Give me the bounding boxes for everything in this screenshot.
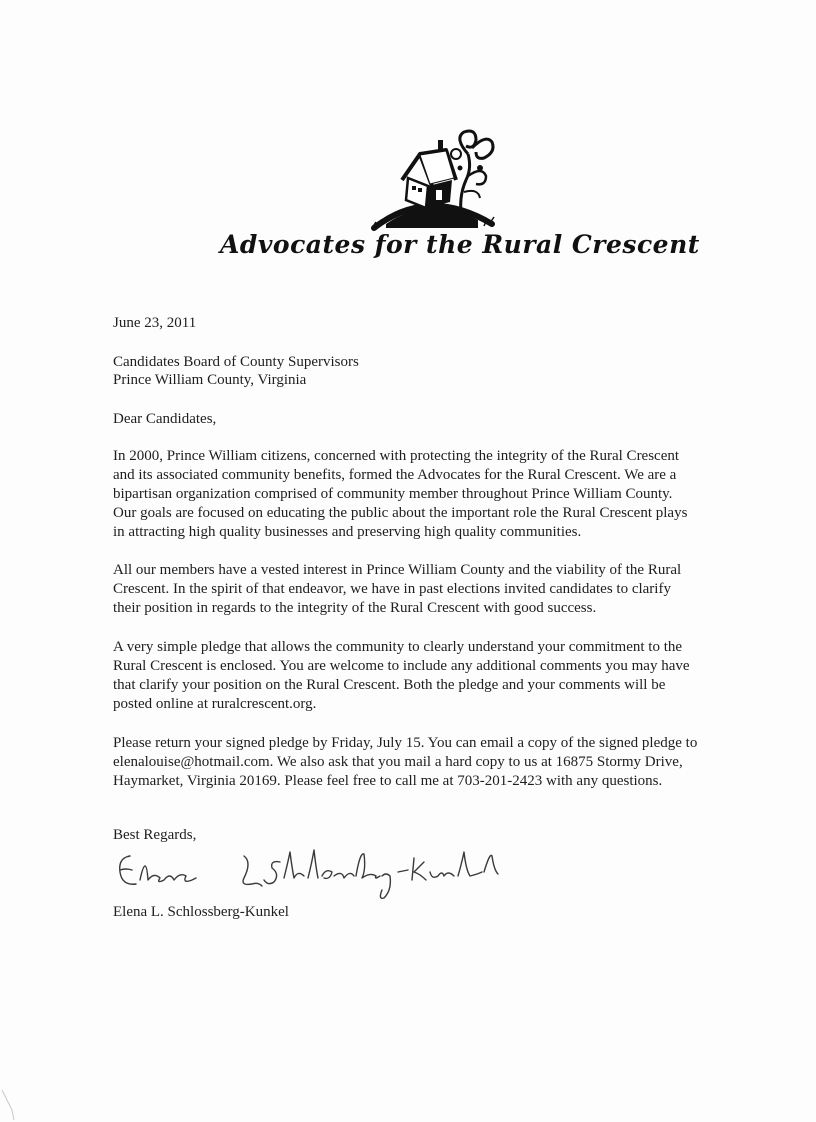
paragraph-line: A very simple pledge that allows the community to clearly understand your commitment to the bbox=[113, 639, 683, 655]
paragraph-line: and its associated community benefits, formed the Advocates for the Rural Crescent. We are a bbox=[113, 467, 677, 483]
closing: Best Regards, bbox=[113, 827, 197, 843]
paragraph-line: their position in regards to the integrity of the Rural Crescent with good success. bbox=[113, 600, 597, 616]
paragraph-line: posted online at ruralcrescent.org. bbox=[113, 696, 317, 712]
salutation: Dear Candidates, bbox=[113, 411, 217, 427]
paragraph-line: Haymarket, Virginia 20169. Please feel free to call me at 703-201-2423 with any questions. bbox=[113, 773, 663, 789]
signer-printed-name: Elena L. Schlossberg-Kunkel bbox=[113, 904, 289, 920]
handwritten-signature bbox=[112, 842, 502, 902]
organization-name: Advocates for the Rural Crescent bbox=[220, 230, 700, 259]
paragraph-line: Crescent. In the spirit of that endeavor, we have in past elections invited candidates to clarify bbox=[113, 581, 671, 597]
paragraph-line: bipartisan organization comprised of community member throughout Prince William County. bbox=[113, 486, 673, 502]
paragraph-line: Rural Crescent is enclosed. You are welcome to include any additional comments you may have bbox=[113, 658, 690, 674]
paragraph-line: elenalouise@hotmail.com. We also ask that you mail a hard copy to us at 16875 Stormy Drive, bbox=[113, 754, 683, 770]
recipient-line-2: Prince William County, Virginia bbox=[113, 372, 307, 388]
paragraph-line: in attracting high quality businesses and preserving high quality communities. bbox=[113, 524, 582, 540]
letter-date: June 23, 2011 bbox=[113, 315, 197, 331]
paragraph-line: that clarify your position on the Rural Crescent. Both the pledge and your comments will be bbox=[113, 677, 666, 693]
paragraph-line: In 2000, Prince William citizens, concerned with protecting the integrity of the Rural Crescent bbox=[113, 448, 680, 464]
paragraph-4 bbox=[113, 734, 713, 791]
paragraph-line: Our goals are focused on educating the public about the important role the Rural Crescent plays bbox=[113, 505, 688, 521]
scan-edge-mark bbox=[0, 1088, 20, 1122]
paragraph-line: Please return your signed pledge by Friday, July 15. You can email a copy of the signed pledge to bbox=[113, 735, 698, 751]
house-on-hill-with-tree-icon bbox=[368, 128, 496, 236]
recipient-line-1: Candidates Board of County Supervisors bbox=[113, 354, 359, 370]
paragraph-1 bbox=[113, 447, 713, 542]
paragraph-2 bbox=[113, 561, 713, 618]
paragraph-3 bbox=[113, 638, 713, 714]
paragraph-line: All our members have a vested interest in Prince William County and the viability of the Rural bbox=[113, 562, 682, 578]
